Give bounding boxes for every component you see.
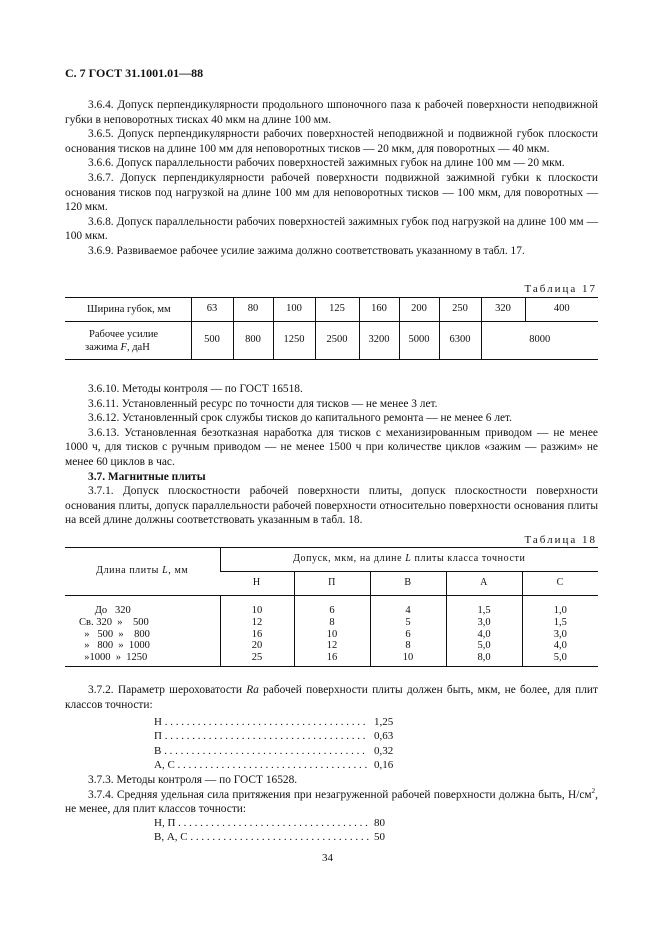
para-3-7-3: 3.7.3. Методы контроля — по ГОСТ 16528. bbox=[88, 774, 298, 786]
list-item-value: 0,63 bbox=[374, 730, 394, 743]
para-3-7-4-part-1: 3.7.4. Средняя удельная сила притяжения при незагруженной рабочей поверхности должна быть, Н/см bbox=[88, 788, 592, 801]
list-item bbox=[154, 758, 414, 772]
table-17-cell: 125 bbox=[315, 298, 359, 322]
list-item bbox=[154, 715, 414, 729]
para-3-6-7: 3.6.7. Допуск перпендикулярности рабочей поверхности подвижной зажимной губки к плоскости основания тисков под нагрузкой на длине 100 мм для неповоротных тисков — 100 мкм, для поворотных — 120 мкм. bbox=[65, 171, 598, 214]
table-18-range: »1000 » 1250 bbox=[79, 652, 148, 664]
para-3-6-4: 3.6.4. Допуск перпендикулярности продольного шпоночного паза к рабочей поверхности неподвижной губки в неповоротных тисках 40 мкм на длине 100 мм. bbox=[65, 99, 598, 126]
table-18-value: 25 bbox=[251, 652, 263, 664]
table-18-value: 8 bbox=[329, 616, 335, 628]
para-3-6-13: 3.6.13. Установленная безотказная наработка для тисков с механизированным приводом — не менее 1000 ч, для тисков с ручным приводом — не менее 1500 ч при количестве циклов «зажим — разжим» не менее 60 циклов в час. bbox=[65, 426, 598, 468]
table-17-cell: 160 bbox=[359, 298, 399, 322]
table-18-value: 16 bbox=[251, 628, 263, 640]
table-18-title: Таблица 18 bbox=[524, 534, 597, 546]
table-18-header-group-tail: плиты класса точности bbox=[411, 553, 526, 565]
table-18-header-class: Н bbox=[220, 572, 294, 596]
table-17-label-force-var: F bbox=[120, 341, 127, 353]
table-18-header-group-text: Допуск, мкм, на длине bbox=[293, 553, 406, 565]
list-item-value: 80 bbox=[374, 817, 385, 829]
list-item-value: 0,16 bbox=[374, 759, 394, 772]
table-18-value: 3,0 bbox=[477, 616, 491, 628]
para-3-7-2 bbox=[65, 683, 598, 712]
table-18-range: » 500 » 800 bbox=[79, 628, 150, 640]
list-item-key: В, А, С . . . . . . . . . . . . . . . . . . . . . . . . . . . . . . . . . bbox=[154, 831, 370, 844]
table-17-cell: 250 bbox=[439, 298, 481, 322]
table-17-cell: 320 bbox=[481, 298, 525, 322]
table-17-label-force-unit: , даН bbox=[126, 341, 150, 353]
list-item-key: В . . . . . . . . . . . . . . . . . . . . . . . . . . . . . . . . . . . . . bbox=[154, 744, 365, 757]
table-18-header-length-var: L bbox=[162, 565, 169, 577]
table-18-value: 1,5 bbox=[553, 616, 567, 628]
table-18-value: 12 bbox=[251, 616, 263, 628]
table-18-range: До 320 bbox=[79, 605, 131, 616]
table-18-col-a bbox=[446, 596, 522, 667]
table-17-cell: 800 bbox=[233, 322, 273, 360]
paragraphs-3-6-4-to-3-6-9 bbox=[65, 98, 598, 259]
list-item-key: Н, П . . . . . . . . . . . . . . . . . . . . . . . . . . . . . . . . . . . bbox=[154, 817, 368, 829]
table-18-col-p bbox=[294, 596, 370, 667]
para-3-6-8: 3.6.8. Допуск параллельности рабочих поверхностей зажимных губок под нагрузкой на длине 100 мм — 100 мкм. bbox=[65, 215, 598, 243]
table-17-label-force-line2: зажима bbox=[85, 341, 121, 353]
table-18-value: 16 bbox=[326, 652, 338, 664]
list-item bbox=[154, 830, 414, 844]
page-number: 34 bbox=[322, 852, 333, 864]
list-item-key: А, С . . . . . . . . . . . . . . . . . . . . . . . . . . . . . . . . . . . bbox=[154, 759, 368, 772]
para-3-6-5: 3.6.5. Допуск перпендикулярности рабочих поверхностей неподвижной и подвижной губок плоскости основания тисков на длине 100 мм для неповоротных тисков — 20 мкм, для поворотных — 40 мкм. bbox=[65, 128, 598, 155]
table-17-cell-merged: 8000 bbox=[481, 322, 598, 360]
para-3-7-4-sup: 2 bbox=[591, 786, 596, 795]
table-17-cell: 500 bbox=[191, 322, 233, 360]
table-18-value: 4 bbox=[405, 605, 411, 616]
table-18-value: 4,0 bbox=[477, 628, 491, 640]
table-18-header-length-text: Длина плиты bbox=[96, 565, 163, 577]
table-18-value: 5,0 bbox=[553, 652, 567, 664]
table-18-body-row bbox=[65, 596, 598, 667]
table-17-cell: 63 bbox=[191, 298, 233, 322]
list-item-value: 1,25 bbox=[374, 716, 394, 728]
para-3-7-2-text bbox=[65, 683, 598, 712]
table-18-value: 3,0 bbox=[553, 628, 567, 640]
para-3-7-2-part-2: рабочей поверхности плиты должен быть, мкм, не более, для плит классов точности: bbox=[65, 684, 598, 711]
para-3-6-12: 3.6.12. Установленный срок службы тисков до капитального ремонта — не менее 6 лет. bbox=[88, 412, 513, 425]
list-item-value: 0,32 bbox=[374, 744, 394, 757]
para-3-7-2-part-1: 3.7.2. Параметр шероховатости bbox=[88, 684, 247, 696]
page-header: С. 7 ГОСТ 31.1001.01—88 bbox=[65, 66, 204, 80]
list-item-key: Н . . . . . . . . . . . . . . . . . . . . . . . . . . . . . . . . . . . . . bbox=[154, 716, 366, 728]
table-18-value: 10 bbox=[251, 605, 263, 616]
table-18-range: » 800 » 1000 bbox=[79, 640, 150, 652]
table-17 bbox=[65, 297, 598, 360]
table-18-header-class: А bbox=[446, 572, 522, 596]
para-3-6-6: 3.6.6. Допуск параллельности рабочих поверхностей зажимных губок на длине 100 мм — 20 мкм. bbox=[88, 157, 565, 170]
table-18-ranges-cell bbox=[65, 596, 220, 667]
attraction-force-list bbox=[154, 816, 414, 845]
table-18-value: 1,0 bbox=[553, 605, 567, 616]
table-17-row-force bbox=[65, 322, 598, 360]
para-3-6-10: 3.6.10. Методы контроля — по ГОСТ 16518. bbox=[88, 383, 303, 395]
table-18-header-row-1 bbox=[65, 548, 598, 572]
para-3-7-1: 3.7.1. Допуск плоскостности рабочей поверхности плиты, допуск плоскостности поверхности основания плиты, допуск параллельности рабочей поверхности относительно поверхности основания плиты на всей длине должны соответствовать указанным в табл. 18. bbox=[65, 485, 598, 527]
table-18-col-v bbox=[370, 596, 446, 667]
list-item bbox=[154, 744, 414, 758]
table-18-value: 6 bbox=[405, 628, 411, 640]
table-18-value: 5 bbox=[405, 616, 411, 628]
table-17-cell: 6300 bbox=[439, 322, 481, 360]
table-17-cell: 2500 bbox=[315, 322, 359, 360]
table-18-value: 1,5 bbox=[477, 605, 491, 616]
list-item-value: 50 bbox=[374, 831, 385, 844]
table-17-cell: 1250 bbox=[273, 322, 315, 360]
table-17-label-force-line1: Рабочее усилие bbox=[89, 328, 159, 340]
table-18 bbox=[65, 547, 598, 667]
table-18-value: 4,0 bbox=[553, 640, 567, 652]
table-18-header-class: С bbox=[522, 572, 598, 596]
table-17-cell: 400 bbox=[525, 298, 598, 322]
table-18-header-class: П bbox=[294, 572, 370, 596]
list-item-key: П . . . . . . . . . . . . . . . . . . . . . . . . . . . . . . . . . . . . . bbox=[154, 730, 366, 743]
table-18-value: 10 bbox=[402, 652, 414, 664]
table-17-label-force bbox=[65, 322, 191, 360]
table-18-header-length bbox=[65, 548, 220, 596]
table-17-label-width: Ширина губок, мм bbox=[65, 298, 191, 322]
table-17-cell: 200 bbox=[399, 298, 439, 322]
table-17-cell: 80 bbox=[233, 298, 273, 322]
table-18-value: 8 bbox=[405, 640, 411, 652]
paragraphs-3-7-3-3-7-4 bbox=[65, 773, 598, 817]
table-18-header-group-var: L bbox=[405, 553, 412, 565]
table-18-value: 8,0 bbox=[477, 652, 491, 664]
list-item bbox=[154, 816, 414, 830]
para-3-7-2-var: Ra bbox=[246, 684, 259, 696]
table-17-cell: 100 bbox=[273, 298, 315, 322]
para-3-6-9: 3.6.9. Развиваемое рабочее усилие зажима должно соответствовать указанному в табл. 17. bbox=[88, 244, 525, 257]
table-17-title: Таблица 17 bbox=[524, 283, 597, 295]
table-18-col-s bbox=[522, 596, 598, 667]
para-3-7-4 bbox=[65, 788, 598, 817]
table-18-value: 12 bbox=[326, 640, 338, 652]
table-18-value: 10 bbox=[326, 628, 338, 640]
section-3-7-heading: 3.7. Магнитные плиты bbox=[88, 470, 206, 483]
roughness-list bbox=[154, 715, 414, 773]
table-18-value: 5,0 bbox=[477, 640, 491, 652]
table-18-col-n bbox=[220, 596, 294, 667]
table-18-range: Св. 320 » 500 bbox=[79, 616, 149, 628]
table-17-row-width bbox=[65, 298, 598, 322]
list-item bbox=[154, 729, 414, 743]
para-3-6-11: 3.6.11. Установленный ресурс по точности для тисков — не менее 3 лет. bbox=[88, 397, 438, 410]
table-18-header-group bbox=[220, 548, 598, 572]
table-18-value: 20 bbox=[251, 640, 263, 652]
table-17-cell: 5000 bbox=[399, 322, 439, 360]
table-18-header-class: В bbox=[370, 572, 446, 596]
table-18-value: 6 bbox=[329, 605, 335, 616]
table-17-cell: 3200 bbox=[359, 322, 399, 360]
table-18-header-length-unit: , мм bbox=[168, 565, 189, 577]
para-3-7-4-part-2: , не менее, для плит классов точности: bbox=[65, 788, 598, 816]
paragraphs-3-6-10-to-3-7-1 bbox=[65, 382, 598, 528]
